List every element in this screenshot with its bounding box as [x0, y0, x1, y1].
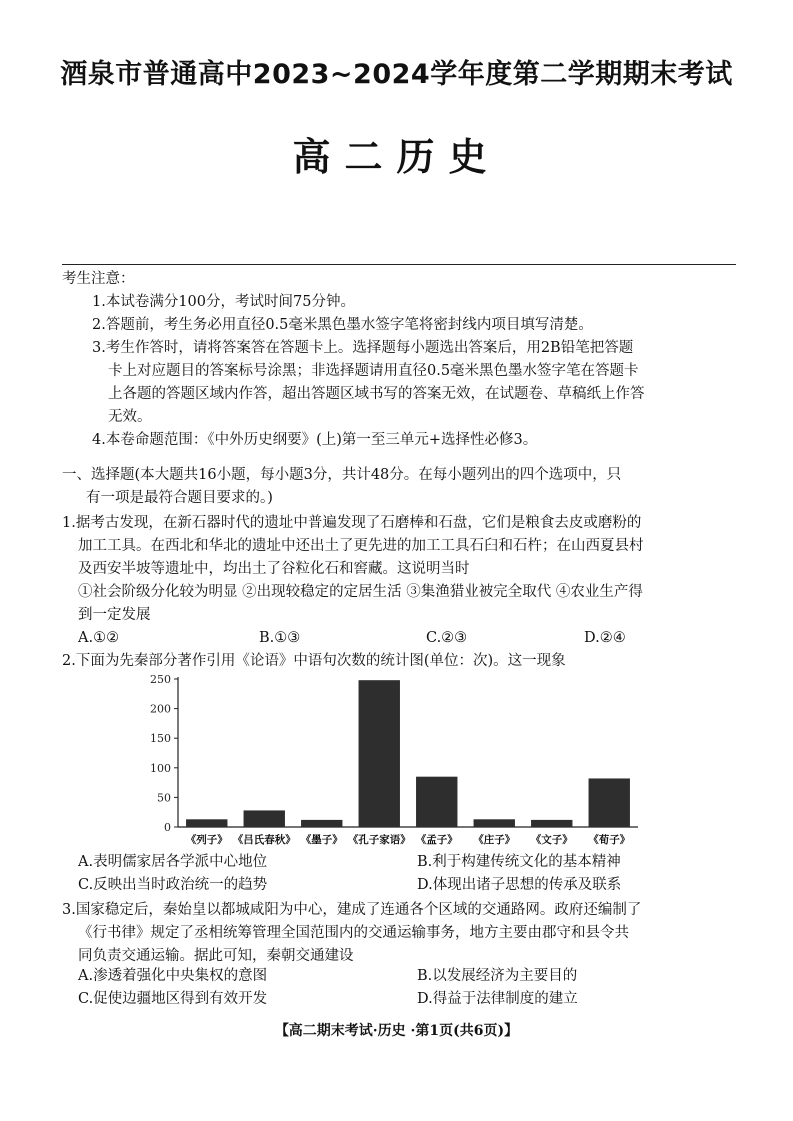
q1-stem: 加工工具。在西北和华北的遗址中还出土了更先进的加工工具石臼和石杵；在山西夏县村 — [78, 538, 644, 554]
y-tick-label: 0 — [164, 821, 171, 834]
q1-stem: 到一定发展 — [78, 607, 151, 623]
note-item: 无效。 — [108, 409, 152, 425]
bar — [186, 819, 227, 827]
x-tick-label: 《列子》 — [185, 834, 228, 846]
q2-option-d[interactable]: D.体现出诸子思想的传承及联系 — [417, 877, 622, 893]
bar-chart — [110, 672, 650, 852]
bar — [416, 777, 457, 827]
bar — [589, 778, 630, 827]
y-tick-label: 250 — [150, 673, 171, 686]
bar — [301, 820, 342, 827]
note-item: 4.本卷命题范围：《中外历史纲要》(上)第一至三单元+选择性必修3。 — [92, 432, 538, 448]
note-item: 上各题的答题区域内作答，超出答题区域书写的答案无效，在试题卷、草稿纸上作答 — [108, 386, 645, 402]
x-tick-label: 《文子》 — [530, 834, 573, 846]
q1-option-c[interactable]: C.②③ — [426, 630, 468, 646]
section-heading-cont: 有一项是最符合题目要求的。) — [86, 490, 273, 506]
q3-option-b[interactable]: B.以发展经济为主要目的 — [417, 968, 578, 984]
q1-stem: 及西安半坡等遗址中，均出土了谷粒化石和窖藏。这说明当时 — [78, 561, 470, 577]
page-footer: 【高二期末考试·历史 ·第1页(共6页)】 — [274, 1023, 519, 1039]
q1-option-d[interactable]: D.②④ — [584, 630, 626, 646]
section-heading: 一、选择题(本大题共16小题，每小题3分，共计48分。在每小题列出的四个选项中，只 — [62, 467, 622, 483]
note-item: 2.答题前，考生务必用直径0.5毫米黑色墨水签字笔将密封线内项目填写清楚。 — [92, 317, 593, 333]
note-item: 卡上对应题目的答案标号涂黑；非选择题请用直径0.5毫米黑色墨水签字笔在答题卡 — [108, 363, 639, 379]
y-tick-label: 200 — [150, 702, 171, 716]
y-tick-label: 50 — [157, 791, 171, 805]
x-tick-label: 《孔子家语》 — [347, 834, 411, 846]
q2-stem: 2.下面为先秦部分著作引用《论语》中语句次数的统计图(单位：次)。这一现象 — [62, 653, 566, 669]
q1-option-a[interactable]: A.①② — [78, 630, 120, 646]
y-tick-label: 150 — [150, 732, 171, 746]
q3-option-d[interactable]: D.得益于法律制度的建立 — [417, 991, 578, 1007]
x-tick-label: 《墨子》 — [300, 834, 343, 846]
y-tick-label: 100 — [150, 761, 171, 775]
bar — [359, 680, 400, 827]
x-tick-label: 《庄子》 — [473, 834, 516, 846]
divider — [62, 264, 736, 265]
q1-stem: 1.据考古发现，在新石器时代的遗址中普遍发现了石磨棒和石盘，它们是粮食去皮或磨粉的 — [62, 515, 642, 531]
q1-stem: ①社会阶级分化较为明显 ②出现较稳定的定居生活 ③集渔猎业被完全取代 ④农业生产得 — [78, 584, 643, 600]
exam-title: 酒泉市普通高中2023~2024学年度第二学期期末考试 — [60, 59, 733, 90]
q1-option-b[interactable]: B.①③ — [259, 630, 301, 646]
subject-title: 高二历史 — [292, 135, 501, 179]
q2-option-b[interactable]: B.利于构建传统文化的基本精神 — [417, 854, 621, 870]
notes-heading: 考生注意： — [62, 271, 135, 287]
bar — [531, 820, 572, 827]
q3-option-a[interactable]: A.渗透着强化中央集权的意图 — [78, 968, 268, 984]
q3-stem: 3.国家稳定后，秦始皇以都城咸阳为中心，建成了连通各个区域的交通路网。政府还编制了 — [62, 902, 642, 918]
q3-stem: 《行书律》规定了丞相统筹管理全国范围内的交通运输事务，地方主要由郡守和县令共 — [78, 925, 629, 941]
x-tick-label: 《孟子》 — [415, 834, 458, 846]
note-item: 1.本试卷满分100分，考试时间75分钟。 — [92, 294, 355, 310]
bar — [474, 819, 515, 827]
note-item: 3.考生作答时，请将答案答在答题卡上。选择题每小题选出答案后，用2B铅笔把答题 — [92, 340, 634, 356]
x-tick-label: 《荀子》 — [588, 834, 631, 846]
q3-stem: 同负责交通运输。据此可知，秦朝交通建设 — [78, 948, 354, 964]
q2-option-c[interactable]: C.反映出当时政治统一的趋势 — [78, 877, 268, 893]
q3-option-c[interactable]: C.促使边疆地区得到有效开发 — [78, 991, 268, 1007]
q2-option-a[interactable]: A.表明儒家居各学派中心地位 — [78, 854, 268, 870]
x-tick-label: 《吕氏春秋》 — [232, 834, 296, 846]
bar — [244, 810, 285, 827]
